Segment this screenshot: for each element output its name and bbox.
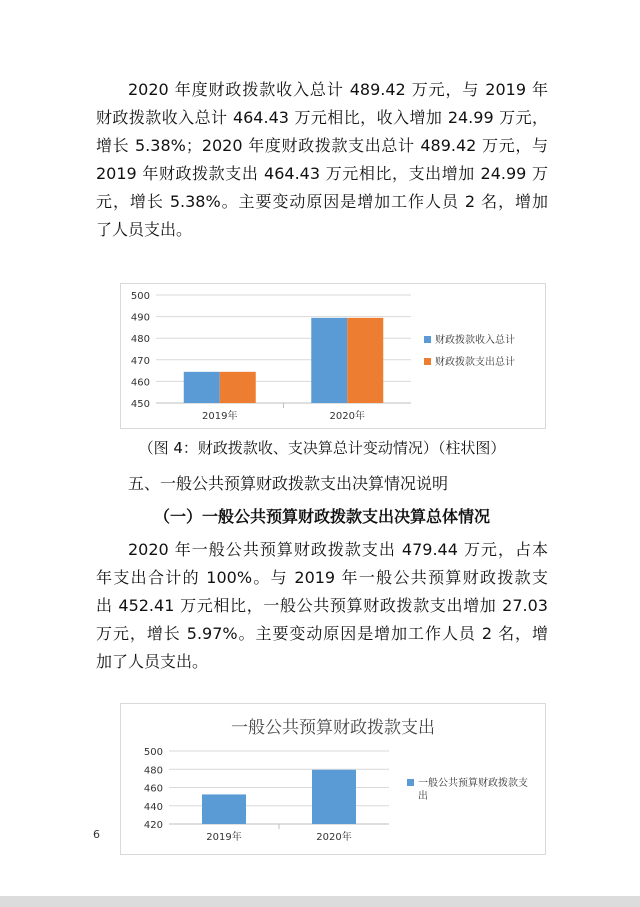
chart-general-budget-expense xyxy=(120,703,546,855)
bar-财政拨款收入总计-2020年 xyxy=(311,318,347,403)
y-tick-label: 450 xyxy=(130,399,150,410)
legend-label: 财政拨款支出总计 xyxy=(435,357,515,368)
chart1-svg xyxy=(121,284,545,428)
text-line: 加了人员支出。 xyxy=(96,652,209,671)
y-tick-label: 460 xyxy=(130,377,150,389)
chart2-svg xyxy=(121,704,545,854)
y-tick-label: 420 xyxy=(143,820,163,831)
text-line: 年支出合计的 100%。与 2019 年一般公共预算财政拨款支 xyxy=(96,568,548,587)
bar-一般公共预算财政拨款支出-2019年 xyxy=(202,794,246,824)
bar-财政拨款收入总计-2019年 xyxy=(184,372,220,403)
page-bottom-edge xyxy=(0,896,640,907)
x-tick-label: 2020年 xyxy=(316,832,352,843)
y-tick-label: 470 xyxy=(130,355,150,367)
section-5-subheading: （一）一般公共预算财政拨款支出决算总体情况 xyxy=(153,507,490,526)
chart-title: 一般公共预算财政拨款支出 xyxy=(231,718,435,738)
y-tick-label: 480 xyxy=(143,765,163,777)
text-line: 增长 5.38%；2020 年度财政拨款支出总计 489.42 万元，与 xyxy=(96,136,548,155)
bar-财政拨款支出总计-2020年 xyxy=(347,318,383,403)
text-line: 2020 年度财政拨款收入总计 489.42 万元，与 2019 年 xyxy=(128,80,548,99)
y-tick-label: 490 xyxy=(130,312,150,324)
paragraph-fiscal-totals xyxy=(96,76,548,244)
y-tick-label: 500 xyxy=(143,747,163,758)
x-tick-label: 2020年 xyxy=(329,411,365,422)
y-tick-label: 480 xyxy=(130,334,150,346)
text-line: 2019 年财政拨款支出 464.43 万元相比，支出增加 24.99 万 xyxy=(96,164,548,183)
legend-label: 一般公共预算财政拨款支 xyxy=(418,778,528,789)
bar-财政拨款支出总计-2019年 xyxy=(220,372,256,403)
legend-label: 财政拨款收入总计 xyxy=(435,335,515,346)
y-tick-label: 500 xyxy=(130,291,150,302)
text-line: 了人员支出。 xyxy=(96,220,193,239)
text-line: 万元，增长 5.97%。主要变动原因是增加工作人员 2 名，增 xyxy=(96,624,548,643)
page-number: 6 xyxy=(93,828,100,841)
x-tick-label: 2019年 xyxy=(202,411,238,422)
section-5-heading: 五、一般公共预算财政拨款支出决算情况说明 xyxy=(128,474,449,493)
paragraph-general-budget xyxy=(96,536,548,676)
legend-swatch xyxy=(424,358,431,365)
figure-4-caption: （图 4：财政拨款收、支决算总计变动情况）（柱状图） xyxy=(138,439,506,457)
legend-label-cont: 出 xyxy=(418,791,428,802)
legend-swatch xyxy=(424,336,431,343)
text-line: 2020 年一般公共预算财政拨款支出 479.44 万元，占本 xyxy=(128,540,548,559)
legend-swatch xyxy=(407,779,414,786)
text-line: 元，增长 5.38%。主要变动原因是增加工作人员 2 名，增加 xyxy=(96,192,548,211)
y-tick-label: 440 xyxy=(143,801,163,813)
x-tick-label: 2019年 xyxy=(206,832,242,843)
text-line: 出 452.41 万元相比，一般公共预算财政拨款支出增加 27.03 xyxy=(96,596,548,615)
y-tick-label: 460 xyxy=(143,783,163,795)
text-line: 财政拨款收入总计 464.43 万元相比，收入增加 24.99 万元， xyxy=(96,108,548,127)
chart-fiscal-income-expense xyxy=(120,283,546,429)
bar-一般公共预算财政拨款支出-2020年 xyxy=(312,770,356,824)
